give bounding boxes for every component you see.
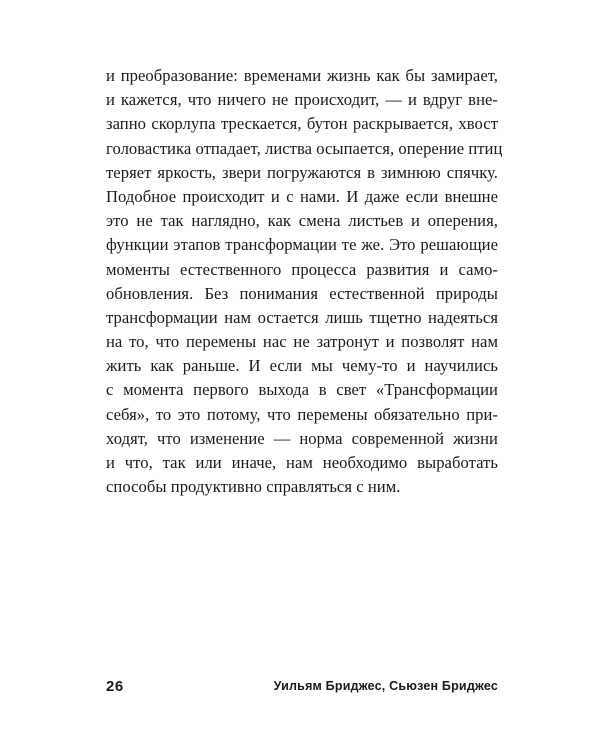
text-line: жить как раньше. И если мы чему-то и научились [106, 356, 498, 376]
text-line: запно скорлупа трескается, бутон раскрывается, хвост [106, 114, 498, 134]
text-line: трансформации нам остается лишь тщетно надеяться [106, 307, 498, 327]
text-line: Подобное происходит и с нами. И даже если внешне [106, 186, 498, 206]
text-line: функции этапов трансформации те же. Это решающие [106, 235, 498, 255]
text-line: это не так наглядно, как смена листьев и оперения, [106, 211, 498, 231]
text-line: и преобразование: временами жизнь как бы замирает, [106, 66, 498, 85]
text-line: и что, так или иначе, нам необходимо выработать [106, 453, 498, 472]
text-line: головастика отпадает, листва осыпается, оперение птиц [106, 138, 503, 158]
text-line: теряет яркость, звери погружаются в зимнюю спячку. [106, 162, 498, 182]
text-line: моменты естественного процесса развития и само- [106, 259, 498, 279]
body-text [106, 64, 503, 499]
text-line: ходят, что изменение — норма современной жизни [106, 428, 498, 448]
text-line: с момента первого выхода в свет «Трансформации [106, 380, 498, 400]
text-line: обновления. Без понимания естественной природы [106, 283, 498, 303]
page-number: 26 [106, 677, 124, 695]
text-line: и кажется, что ничего не происходит, — и вдруг вне- [106, 90, 498, 110]
page-footer [106, 676, 498, 696]
text-line: способы продуктивно справляться с ним. [106, 477, 401, 497]
running-title: Уильям Бриджес, Сьюзен Бриджес [273, 679, 498, 693]
text-line: на то, что перемены нас не затронут и позволят нам [106, 332, 498, 352]
text-line: себя», то это потому, что перемены обязательно при- [106, 404, 498, 424]
